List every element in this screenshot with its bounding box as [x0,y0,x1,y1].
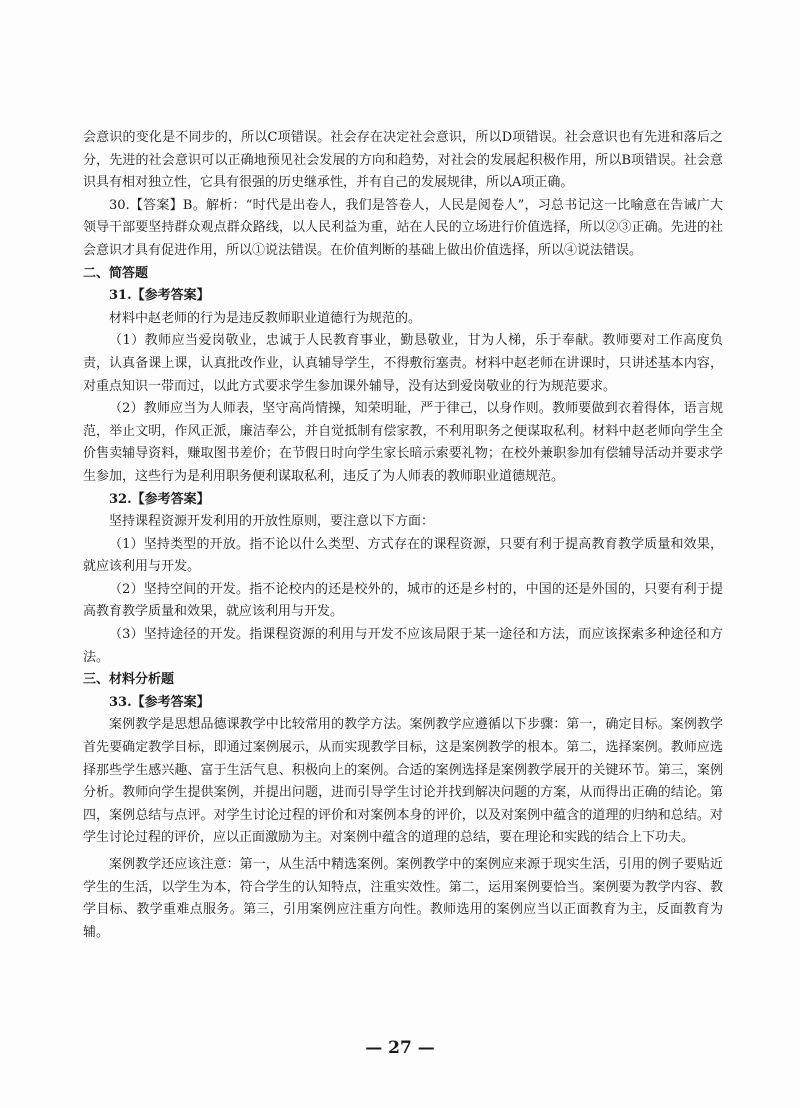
answer-32-point-3: （3）坚持途径的开发。指课程资源的利用与开发不应该局限于某一途径和方法，而应该探索多种途径和方法。 [83,627,723,665]
answer-31-point-1: （1）教师应当爱岗敬业，忠诚于人民教育事业，勤恳敬业，甘为人梯，乐于奉献。教师要对工作高度负责，认真备课上课，认真批改作业，认真辅导学生，不得敷衍塞责。材料中赵老师在讲课时，只讲述基本内容，对重点知识一带而过，以此方式要求学生参加课外辅导，没有达到爱岗敬业的行为规范要求。 [83,333,723,394]
answer-32-intro: 坚持课程资源开发利用的开放性原则，要注意以下方面： [109,514,435,530]
answer-30: 30.【答案】B。解析：“时代是出卷人，我们是答卷人，人民是阅卷人”，习总书记这一比喻意在告诫广大领导干部要坚持群众观点群众路线，以人民利益为重，站在人民的立场进行价值选择，所以②③正确。先进的社会意识才具有促进作用，所以①说法错误。在价值判断的基础上做出价值选择，所以④说法错误。 [83,197,723,258]
answer-31-intro: 材料中赵老师的行为是违反教师职业道德行为规范的。 [109,310,422,326]
answer-31-point-2: （2）教师应当为人师表，坚守高尚情操，知荣明耻，严于律己，以身作则。教师要做到衣着得体，语言规范，举止文明，作风正派，廉洁奉公，并自觉抵制有偿家教，不利用职务之便谋取私利。材料中赵老师向学生全价售卖辅导资料，赚取图书差价；在节假日时向学生家长暗示索要礼物；在校外兼职参加有偿辅导活动并要求学生参加，这些行为是利用职务便利谋取私利，违反了为人师表的教师职业道德规范。 [83,401,723,484]
section-heading-short-answer: 二、简答题 [83,265,149,281]
answer-33-paragraph-2: 案例教学还应该注意：第一，从生活中精选案例。案例教学中的案例应来源于现实生活，引用的例子要贴近学生的生活，以学生为本，符合学生的认知特点，注重实效性。第二，运用案例要恰当。案例要为教学内容、教学目标、教学重难点服务。第三，引用案例应注重方向性。教师选用的案例应当以正面教育为主，反面教育为辅。 [83,857,723,940]
answer-33-label: 33.【参考答案】 [109,694,210,710]
answer-32-point-2: （2）坚持空间的开发。指不论校内的还是校外的，城市的还是乡村的，中国的还是外国的，只要有利于提高教育教学质量和效果，就应该利用与开发。 [83,581,723,620]
answer-31-label: 31.【参考答案】 [109,288,210,304]
answer-32-label: 32.【参考答案】 [109,491,210,507]
page-number: — 27 — [365,1038,435,1058]
answer-32-point-1: （1）坚持类型的开放。指不论以什么类型、方式存在的课程资源，只要有利于提高教育教学质量和效果，就应该利用与开发。 [83,536,723,575]
answer-33-paragraph-1: 案例教学是思想品德课教学中比较常用的教学方法。案例教学应遵循以下步骤：第一，确定目标。案例教学首先要确定教学目标，即通过案例展示，从而实现教学目标，这是案例教学的根本。第二，选择案例。教师应选择那些学生感兴趣、富于生活气息、积极向上的案例。合适的案例选择是案例教学展开的关键环节。第三，案例分析。教师向学生提供案例，并提出问题，进而引导学生讨论并找到解决问题的方案，从而得出正确的结论。第四，案例总结与点评。对学生讨论过程的评价和对案例本身的评价，以及对案例中蕴含的道理的归纳和总结。对学生讨论过程的评价，应以正面激励为主。对案例中蕴含的道理的总结，要在理论和实践的结合上下功夫。 [83,717,723,846]
paragraph-continuation: 会意识的变化是不同步的，所以C项错误。社会存在决定社会意识，所以D项错误。社会意识也有先进和落后之分，先进的社会意识可以正确地预见社会发展的方向和趋势，对社会的发展起积极作用，所以B项错误。社会意识具有相对独立性，它具有很强的历史继承性，并有自己的发展规律，所以A项正确。 [83,130,723,191]
section-heading-material-analysis: 三、材料分析题 [83,672,175,688]
document-body [83,127,723,944]
